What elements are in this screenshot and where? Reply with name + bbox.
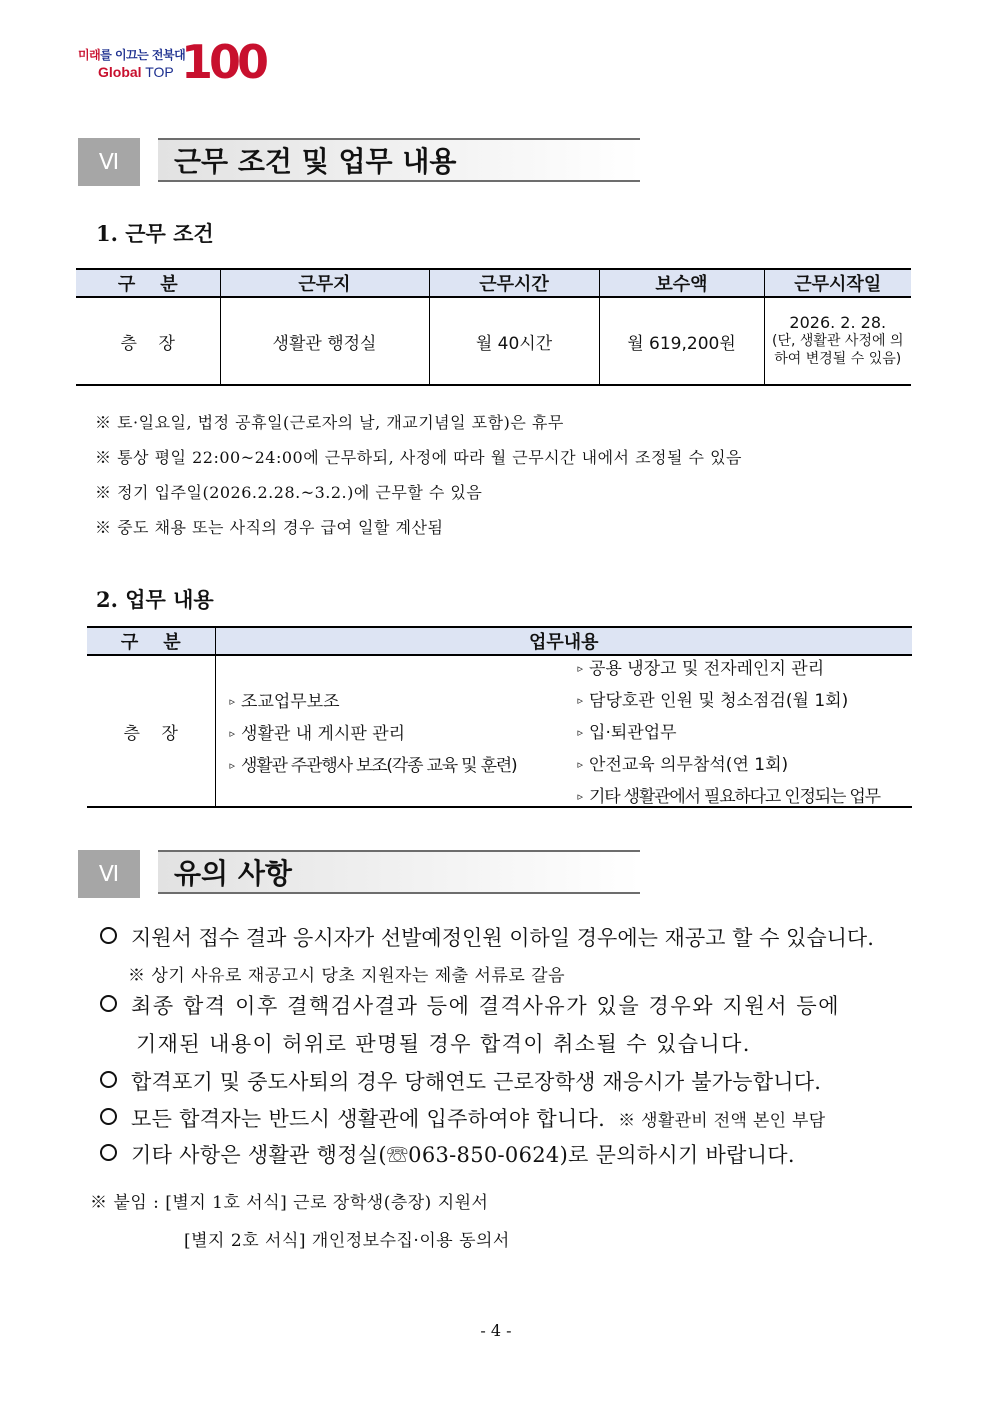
table-header-row <box>87 627 912 655</box>
precaution-2: 최종 합격 이후 결핵검사결과 등에 결격사유가 있을 경우와 지원서 등에 <box>100 990 840 1020</box>
header-start-date: 근무시작일 <box>764 269 911 297</box>
section1-title: 근무 조건 및 업무 내용 <box>158 138 640 182</box>
note-4: ※ 중도 채용 또는 사직의 경우 급여 일할 계산됨 <box>95 518 444 537</box>
cell-pay: 월 619,200원 <box>599 297 764 385</box>
header-location: 근무지 <box>220 269 429 297</box>
triangle-bullet-icon: ▹ <box>577 726 584 739</box>
logo-global-top: Global TOP <box>98 64 174 80</box>
circle-bullet-icon <box>100 1144 117 1161</box>
circle-bullet-icon <box>100 995 117 1012</box>
precaution-5: 기타 사항은 생활관 행정실(☏063-850-0624)로 문의하시기 바랍니다. <box>100 1139 795 1169</box>
triangle-bullet-icon: ▹ <box>577 694 584 707</box>
cell-location: 생활관 행정실 <box>220 297 429 385</box>
note-3: ※ 정기 입주일(2026.2.28.~3.2.)에 근무할 수 있음 <box>95 483 483 502</box>
cell-category: 층 장 <box>87 655 215 807</box>
list-item: ▹ 조교업무보조 <box>229 692 340 712</box>
precaution-2-cont: 기재된 내용이 허위로 판명될 경우 합격이 취소될 수 있습니다. <box>136 1032 751 1056</box>
attachment-1: ※ 붙임 : [별지 1호 서식] 근로 장학생(층장) 지원서 <box>90 1193 489 1213</box>
start-date-note: (단, 생활관 사정에 의하여 변경될 수 있음) <box>772 333 904 367</box>
circle-bullet-icon <box>100 1108 117 1125</box>
list-item: ▹ 담당호관 인원 및 청소점검(월 1회) <box>577 691 849 711</box>
list-item: ▹ 생활관 내 게시판 관리 <box>229 724 406 744</box>
logo-slogan: 미래를 이끄는 전북대 <box>78 48 186 62</box>
precaution-1-note: ※ 상기 사유로 재공고시 당초 지원자는 제출 서류로 갈음 <box>128 966 566 986</box>
precaution-3: 합격포기 및 중도사퇴의 경우 당해연도 근로장학생 재응시가 불가능합니다. <box>100 1066 821 1096</box>
attachment-2: [별지 2호 서식] 개인정보수집·이용 동의서 <box>184 1231 510 1251</box>
header-duties: 업무내용 <box>215 627 912 655</box>
logo-100: 100 <box>181 35 266 89</box>
header-category: 구 분 <box>87 627 215 655</box>
precaution-4: 모든 합격자는 반드시 생활관에 입주하여야 합니다. ※ 생활관비 전액 본인 부담 <box>100 1103 825 1133</box>
subsection1-title: 1. 근무 조건 <box>96 221 214 246</box>
list-item: ▹ 생활관 주관행사 보조(각종 교육 및 훈련) <box>229 756 517 776</box>
table-row <box>76 297 911 385</box>
cell-hours: 월 40시간 <box>429 297 599 385</box>
header-hours: 근무시간 <box>429 269 599 297</box>
duty-right-list <box>578 653 880 813</box>
triangle-bullet-icon: ▹ <box>229 759 236 772</box>
list-item: ▹ 공용 냉장고 및 전자레인지 관리 <box>577 659 825 679</box>
triangle-bullet-icon: ▹ <box>577 758 584 771</box>
triangle-bullet-icon: ▹ <box>229 727 236 740</box>
duty-left-list <box>230 686 517 782</box>
precaution-4-note: ※ 생활관비 전액 본인 부담 <box>618 1111 826 1131</box>
section2-number: Ⅵ <box>78 850 140 898</box>
header-pay: 보수액 <box>599 269 764 297</box>
circle-bullet-icon <box>100 927 117 944</box>
subsection2-title: 2. 업무 내용 <box>96 587 214 612</box>
precaution-1: 지원서 접수 결과 응시자가 선발예정인원 이하일 경우에는 재공고 할 수 있습니다. <box>100 922 874 952</box>
header-category: 구 분 <box>76 269 220 297</box>
triangle-bullet-icon: ▹ <box>577 790 584 803</box>
work-conditions-table <box>76 268 911 386</box>
cell-category: 층 장 <box>76 297 220 385</box>
circle-bullet-icon <box>100 1071 117 1088</box>
list-item: ▹ 안전교육 의무참석(연 1회) <box>577 755 789 775</box>
cell-duties <box>215 655 912 807</box>
table-row <box>87 655 912 807</box>
university-logo <box>78 35 266 89</box>
table-header-row <box>76 269 911 297</box>
note-1: ※ 토·일요일, 법정 공휴일(근로자의 날, 개교기념일 포함)은 휴무 <box>95 413 564 432</box>
section2-title: 유의 사항 <box>158 850 640 894</box>
cell-start-date <box>764 297 911 385</box>
triangle-bullet-icon: ▹ <box>229 695 236 708</box>
page-number: - 4 - <box>480 1321 512 1340</box>
start-date-value: 2026. 2. 28. <box>789 313 887 332</box>
note-2: ※ 통상 평일 22:00~24:00에 근무하되, 사정에 따라 월 근무시간 내에서 조정될 수 있음 <box>95 448 743 467</box>
triangle-bullet-icon: ▹ <box>577 662 584 675</box>
list-item: ▹ 기타 생활관에서 필요하다고 인정되는 업무 <box>577 787 880 807</box>
list-item: ▹ 입·퇴관업무 <box>577 723 677 743</box>
section1-number: Ⅵ <box>78 138 140 186</box>
duty-table <box>87 626 912 808</box>
